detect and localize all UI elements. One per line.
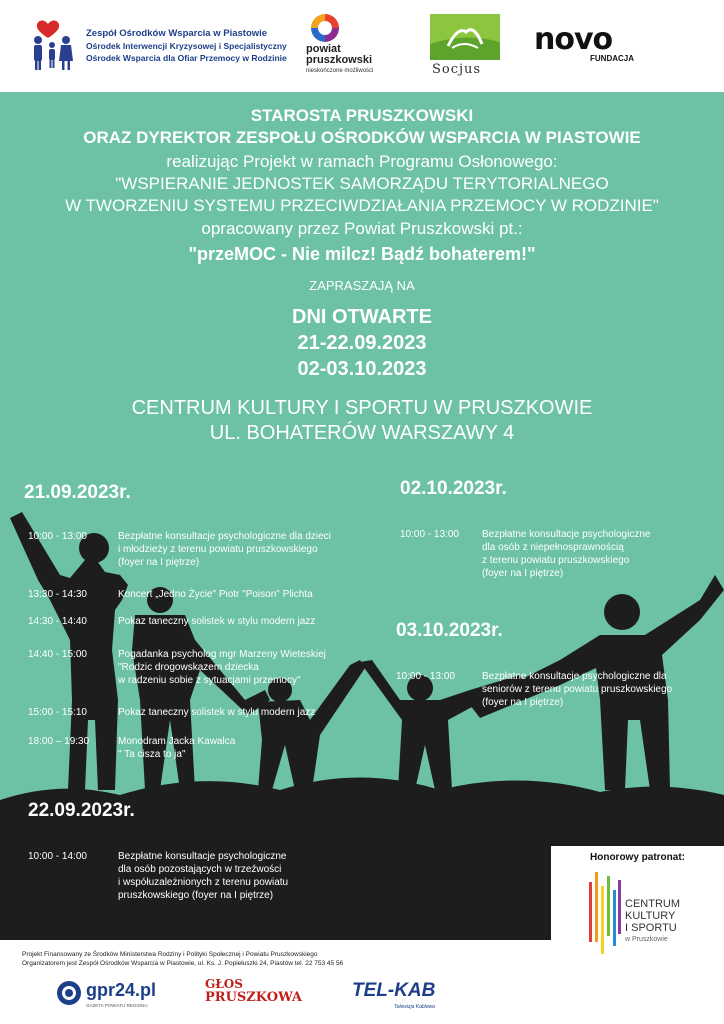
day1-item2-desc: Koncert „Jedno Życie" Piotr "Poison" Plichta	[118, 589, 313, 600]
telkab-name: TEL-KAB	[352, 980, 436, 1001]
glos-line1: GŁOS	[205, 977, 243, 991]
day1-item6-time: 18:00 – 19:30	[28, 736, 90, 747]
day1-date: 21.09.2023r.	[24, 482, 131, 503]
day1-item5-desc: Pokaz taneczny solistek w stylu modern jazz	[118, 707, 316, 718]
day4-item1-time: 10:00 - 13:00	[396, 671, 455, 682]
intro-line5: W TWORZENIU SYSTEMU PRZECIWDZIAŁANIA PRZEMOCY W RODZINIE"	[65, 196, 659, 215]
ckis-line3: I SPORTU	[625, 922, 677, 934]
ckis-line1: CENTRUM	[625, 898, 680, 910]
main-panel	[0, 92, 724, 837]
venue-line1: CENTRUM KULTURY I SPORTU W PRUSZKOWIE	[131, 397, 593, 419]
footer-line2: Organizatorem jest Zespół Ośrodków Wsparcia w Piastowie, ul. Ks. J. Popiełuszki 24, Piastów tel. 22 753 45 56	[22, 960, 344, 967]
event-title: DNI OTWARTE	[292, 306, 432, 328]
patron-label: Honorowy patronat:	[590, 852, 685, 863]
novo-name: novo	[534, 22, 613, 57]
day1-item4-desc: Pogadanka psycholog mgr Marzeny Wieteskiej "Rodzic drogowskazem dziecka w radzeniu sobie z sytuacjami przemocy"	[118, 649, 326, 686]
honorary-patron	[551, 846, 724, 965]
zow-line1: Zespół Ośrodków Wsparcia w Piastowie	[86, 28, 268, 39]
ckis-name	[625, 898, 680, 946]
day3-date: 02.10.2023r.	[400, 478, 507, 499]
silhouette-people-illustration	[0, 92, 724, 837]
day2-date: 22.09.2023r.	[28, 800, 135, 821]
day1-item1-desc: Bezpłatne konsultacje psychologiczne dla dzieci i młodzieży z terenu powiatu pruszkowskiego (foyer na I piętrze)	[118, 531, 331, 568]
day4-date: 03.10.2023r.	[396, 620, 503, 641]
zow-family-logo	[30, 18, 82, 72]
glos-pruszkowa-logo	[205, 978, 302, 1004]
day3-item1-desc: Bezpłatne konsultacje psychologiczne dla osób z niepełnosprawnością z terenu powiatu pruszkowskiego (foyer na I piętrze)	[482, 529, 651, 579]
footer-line1: Projekt Finansowany ze Środków Ministerstwa Rodziny i Polityki Społecznej i Powiatu Pruszkowskiego	[22, 951, 318, 958]
powiat-name	[306, 44, 373, 77]
powiat-line2: pruszkowski	[306, 54, 373, 66]
ckis-line4: w Pruszkowie	[625, 936, 668, 943]
day2-item1-time: 10:00 - 14:00	[28, 851, 87, 862]
invite-text: ZAPRASZAJĄ NA	[309, 278, 415, 293]
day1-item3-desc: Pokaz taneczny solistek w stylu modern jazz	[118, 616, 316, 627]
event-dates1: 21-22.09.2023	[297, 332, 427, 354]
venue-line2: UL. BOHATERÓW WARSZAWY 4	[209, 422, 515, 444]
day1-item6-desc: Monodram Jacka Kawalca " Ta cisza to ja"	[118, 736, 236, 760]
telkab-sub: Telewizja Kablowa	[394, 1004, 435, 1010]
gpr24-logo-icon	[56, 980, 82, 1006]
day4-item1-desc: Bezpłatne konsultacje psychologiczne dla seniorów z terenu powiatu pruszkowskiego (foyer na I piętrze)	[482, 671, 673, 708]
powiat-logo-icon	[309, 12, 341, 44]
intro-line6: opracowany przez Powiat Pruszkowski pt.:	[201, 219, 523, 238]
header-logos	[0, 0, 724, 92]
powiat-tagline: nieskończone możliwości	[306, 68, 374, 74]
day3-item1-time: 10:00 - 13:00	[400, 529, 459, 540]
day1-item4-time: 14:40 - 15:00	[28, 649, 87, 660]
project-title: "przeMOC - Nie milcz! Bądź bohaterem!"	[188, 244, 536, 264]
ckis-logo-icon	[587, 872, 621, 954]
day1-item5-time: 15:00 - 15:10	[28, 707, 87, 718]
zow-line3: Ośrodek Wsparcia dla Ofiar Przemocy w Rodzinie	[86, 53, 287, 63]
novo-fundacja: FUNDACJA	[590, 54, 634, 63]
footer-info	[22, 950, 343, 968]
day2-item1-desc: Bezpłatne konsultacje psychologiczne dla osób pozostających w trzeźwości i współuzależnionych z terenu powiatu pruszkowskiego (foyer na I piętrze)	[118, 851, 289, 901]
glos-line2: PRUSZKOWA	[205, 990, 302, 1005]
day1-item1-time: 10:00 - 13:00	[28, 531, 87, 542]
intro-line3: realizując Projekt w ramach Programu Osłonowego:	[166, 152, 558, 171]
ckis-line2: KULTURY	[625, 910, 676, 922]
gpr24-sub: GAZETA POWIATU REGIONU	[86, 1003, 148, 1008]
gpr24-name: gpr24.pl	[86, 980, 157, 1000]
intro-line1: STAROSTA PRUSZKOWSKI	[250, 106, 474, 125]
zow-line2: Ośrodek Interwencji Kryzysowej i Specjalistyczny	[86, 41, 287, 51]
intro-line2: ORAZ DYREKTOR ZESPOŁU OŚRODKÓW WSPARCIA W PIASTOWIE	[83, 128, 641, 147]
event-dates2: 02-03.10.2023	[297, 358, 427, 380]
zow-name	[86, 28, 287, 64]
day1-item2-time: 13:30 - 14:30	[28, 589, 87, 600]
socjus-name: Socjus	[432, 62, 482, 77]
day1-item3-time: 14:30 - 14:40	[28, 616, 87, 627]
socjus-logo-icon	[430, 14, 500, 60]
powiat-line1: powiat	[306, 43, 341, 55]
intro-line4: "WSPIERANIE JEDNOSTEK SAMORZĄDU TERYTORIALNEGO	[115, 174, 609, 193]
